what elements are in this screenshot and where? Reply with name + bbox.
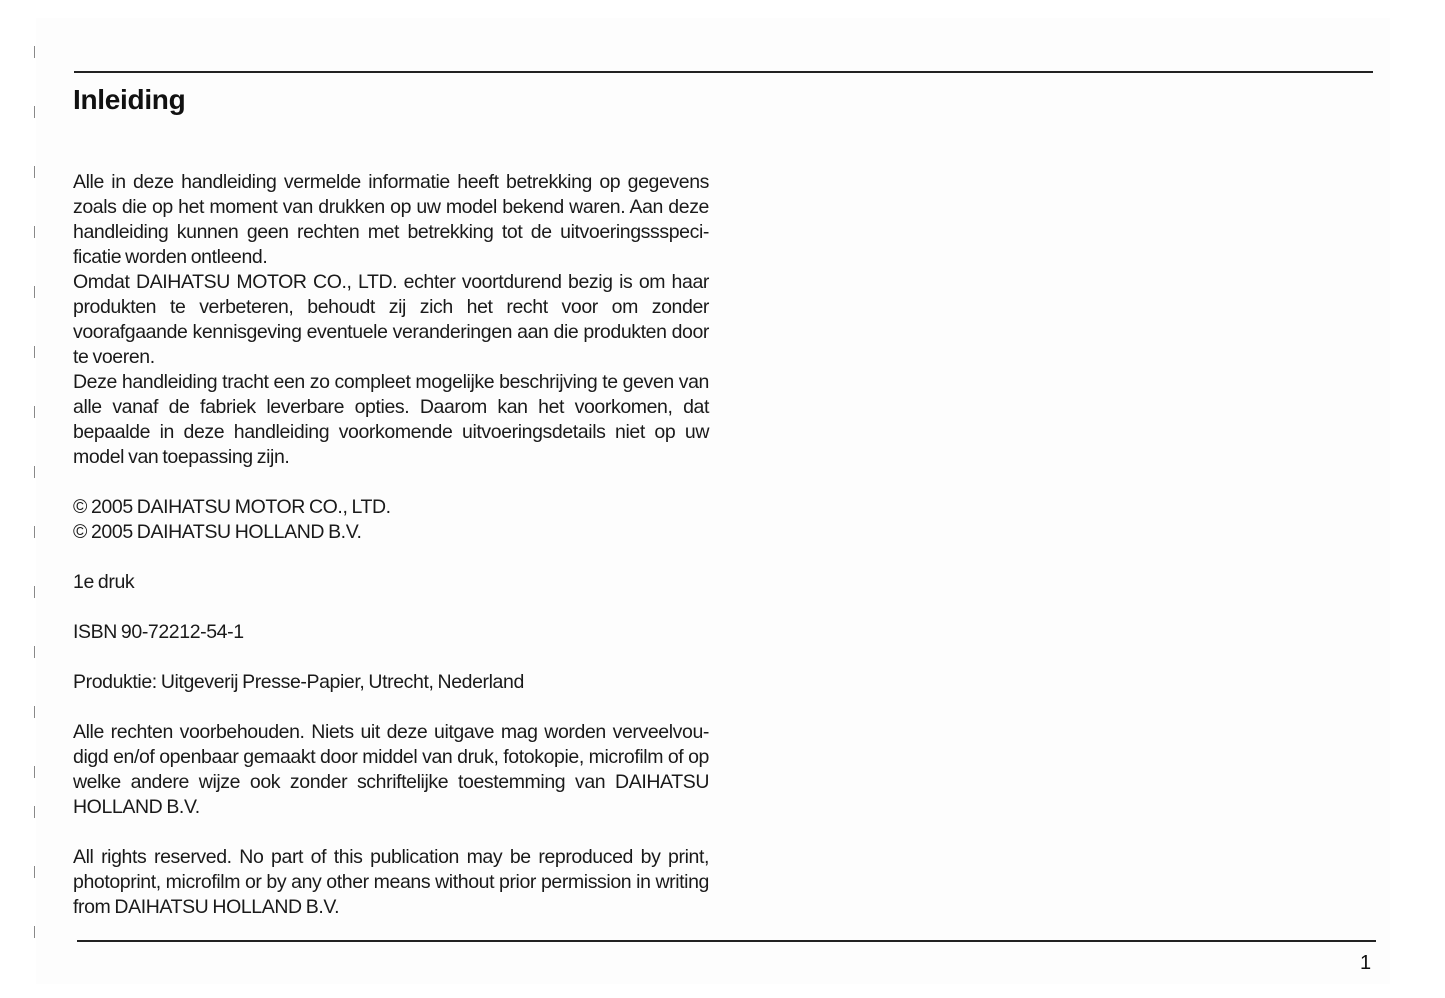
main-content [73,170,709,920]
copyright-daihatsu-holland: © 2005 DAIHATSU HOLLAND B.V. [73,521,362,543]
intro-paragraph-3: Deze handleiding tracht een zo compleet mogelijke beschrijving te geven van alle vanaf de fabriek leverbare opties. Daarom kan het voorkomen, dat bepaalde in deze handleiding voorkomende uitvoeringsdetails niet op uw model van toepassing zijn. [73,371,709,468]
isbn-text: ISBN 90-72212-54-1 [73,621,244,643]
rights-english-paragraph: All rights reserved. No part of this publication may be reproduced by print, photoprint, microfilm or by any other means without prior permission in writing from DAIHATSU HOLLAND B.V. [73,846,709,918]
binding-hole-marks [34,40,38,940]
production-text: Produktie: Uitgeverij Presse-Papier, Utrecht, Nederland [73,671,524,693]
intro-paragraph-1: Alle in deze handleiding vermelde informatie heeft betrekking op gegevens zoals die op het moment van drukken op uw model bekend waren. Aan deze handleiding kunnen geen rechten met betrekking tot de uitvoeringssspeci- ficatie worden ontleend. [73,171,709,268]
page-title: Inleiding [73,84,186,115]
edition-text: 1e druk [73,571,135,593]
page-number: 1 [1360,952,1372,974]
copyright-daihatsu-motor: © 2005 DAIHATSU MOTOR CO., LTD. [73,496,391,518]
top-rule [74,71,1373,73]
bottom-rule [77,940,1376,942]
intro-paragraph-2: Omdat DAIHATSU MOTOR CO., LTD. echter voortdurend bezig is om haar produkten te verbeteren, behoudt zij zich het recht voor om zonder voorafgaande kennisgeving eventuele veranderingen aan die produkten door te voeren. [73,271,709,368]
rights-dutch-paragraph: Alle rechten voorbehouden. Niets uit deze uitgave mag worden verveelvou- digd en/of openbaar gemaakt door middel van druk, fotokopie, microfilm of op welke andere wijze ook zonder schriftelijke toestemming van DAIHATSU HOLLAND B.V. [73,721,709,818]
